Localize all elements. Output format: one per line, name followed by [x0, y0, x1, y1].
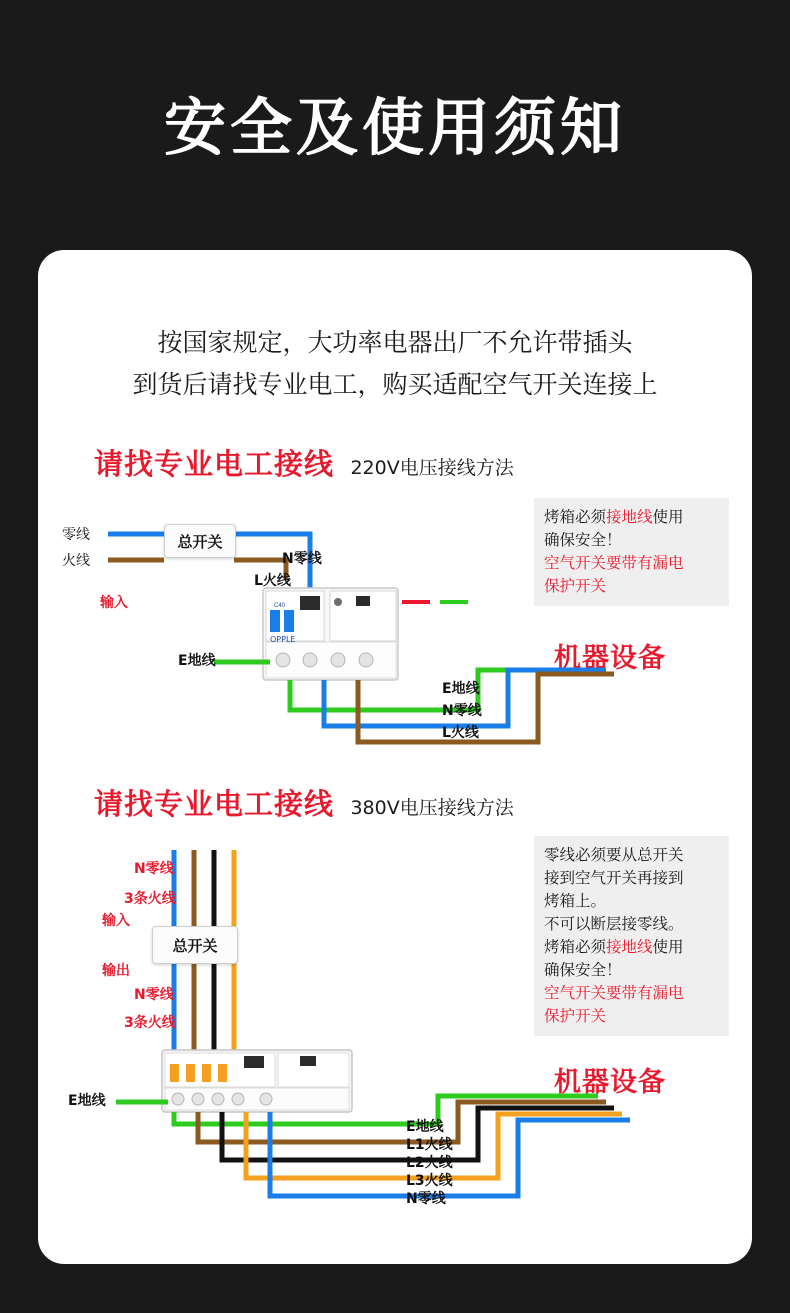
label-three-live-in-380: 3条火线 — [124, 891, 176, 907]
section-220-title: 请找专业电工接线 — [94, 447, 335, 481]
note-380-line4: 不可以断层接零线。 — [544, 915, 684, 933]
label-out-l-220: L火线 — [442, 725, 479, 741]
note-380-line6: 确保安全！ — [544, 961, 622, 979]
label-n-out-380: N零线 — [134, 987, 174, 1003]
label-three-live-out-380: 3条火线 — [124, 1015, 176, 1031]
label-out-l1-380: L1火线 — [406, 1137, 453, 1153]
label-output-380: 输出 — [102, 963, 130, 979]
label-n-neutral-220: N零线 — [282, 551, 322, 567]
device-label-380: 机器设备 — [554, 1067, 666, 1098]
note-380-line1: 零线必须要从总开关 — [544, 846, 684, 864]
label-out-n-380: N零线 — [406, 1191, 446, 1207]
label-e-ground-220: E地线 — [178, 653, 216, 669]
note-380-line5: 烤箱必须接地线使用 — [544, 938, 684, 956]
breaker-brand-220: OPPLE — [270, 635, 296, 644]
note-220-line1: 烤箱必须接地线使用 — [544, 508, 684, 526]
note-220-line4: 保护开关 — [544, 577, 607, 595]
note-220-line2: 确保安全！ — [544, 531, 622, 549]
note-380-line2: 接到空气开关再接到 — [544, 869, 684, 887]
content-card — [38, 250, 752, 1264]
note-380-line3: 烤箱上。 — [544, 892, 607, 910]
label-out-l3-380: L3火线 — [406, 1173, 453, 1189]
note-220-line3: 空气开关要带有漏电 — [544, 554, 684, 572]
page-title: 安全及使用须知 — [163, 91, 626, 164]
intro-line-2: 到货后请找专业电工，购买适配空气开关连接上 — [132, 370, 658, 399]
intro-line-1: 按国家规定，大功率电器出厂不允许带插头 — [157, 328, 633, 357]
label-n-in-380: N零线 — [134, 861, 174, 877]
wiring-diagram-380 — [38, 250, 752, 1264]
svg-text:C40: C40 — [274, 603, 286, 609]
note-380-line8: 保护开关 — [544, 1007, 607, 1025]
section-380-title: 请找专业电工接线 — [94, 787, 335, 821]
label-l-live-220: L火线 — [254, 573, 291, 589]
label-out-e-220: E地线 — [442, 681, 480, 697]
note-380-line7: 空气开关要带有漏电 — [544, 984, 684, 1002]
label-out-e-380: E地线 — [406, 1119, 444, 1135]
label-out-n-220: N零线 — [442, 703, 482, 719]
label-neutral-in-220: 零线 — [62, 527, 90, 543]
section-380-subtitle: 380V电压接线方法 — [350, 797, 514, 819]
main-switch-220: 总开关 — [164, 524, 236, 558]
label-live-in-220: 火线 — [62, 553, 90, 569]
label-input-380: 输入 — [102, 913, 130, 929]
section-220-subtitle: 220V电压接线方法 — [350, 457, 514, 479]
label-e-ground-380: E地线 — [68, 1093, 106, 1109]
label-input-220: 输入 — [100, 595, 128, 611]
label-out-l2-380: L2火线 — [406, 1155, 453, 1171]
device-label-220: 机器设备 — [554, 643, 666, 674]
main-switch-380: 总开关 — [152, 926, 238, 964]
